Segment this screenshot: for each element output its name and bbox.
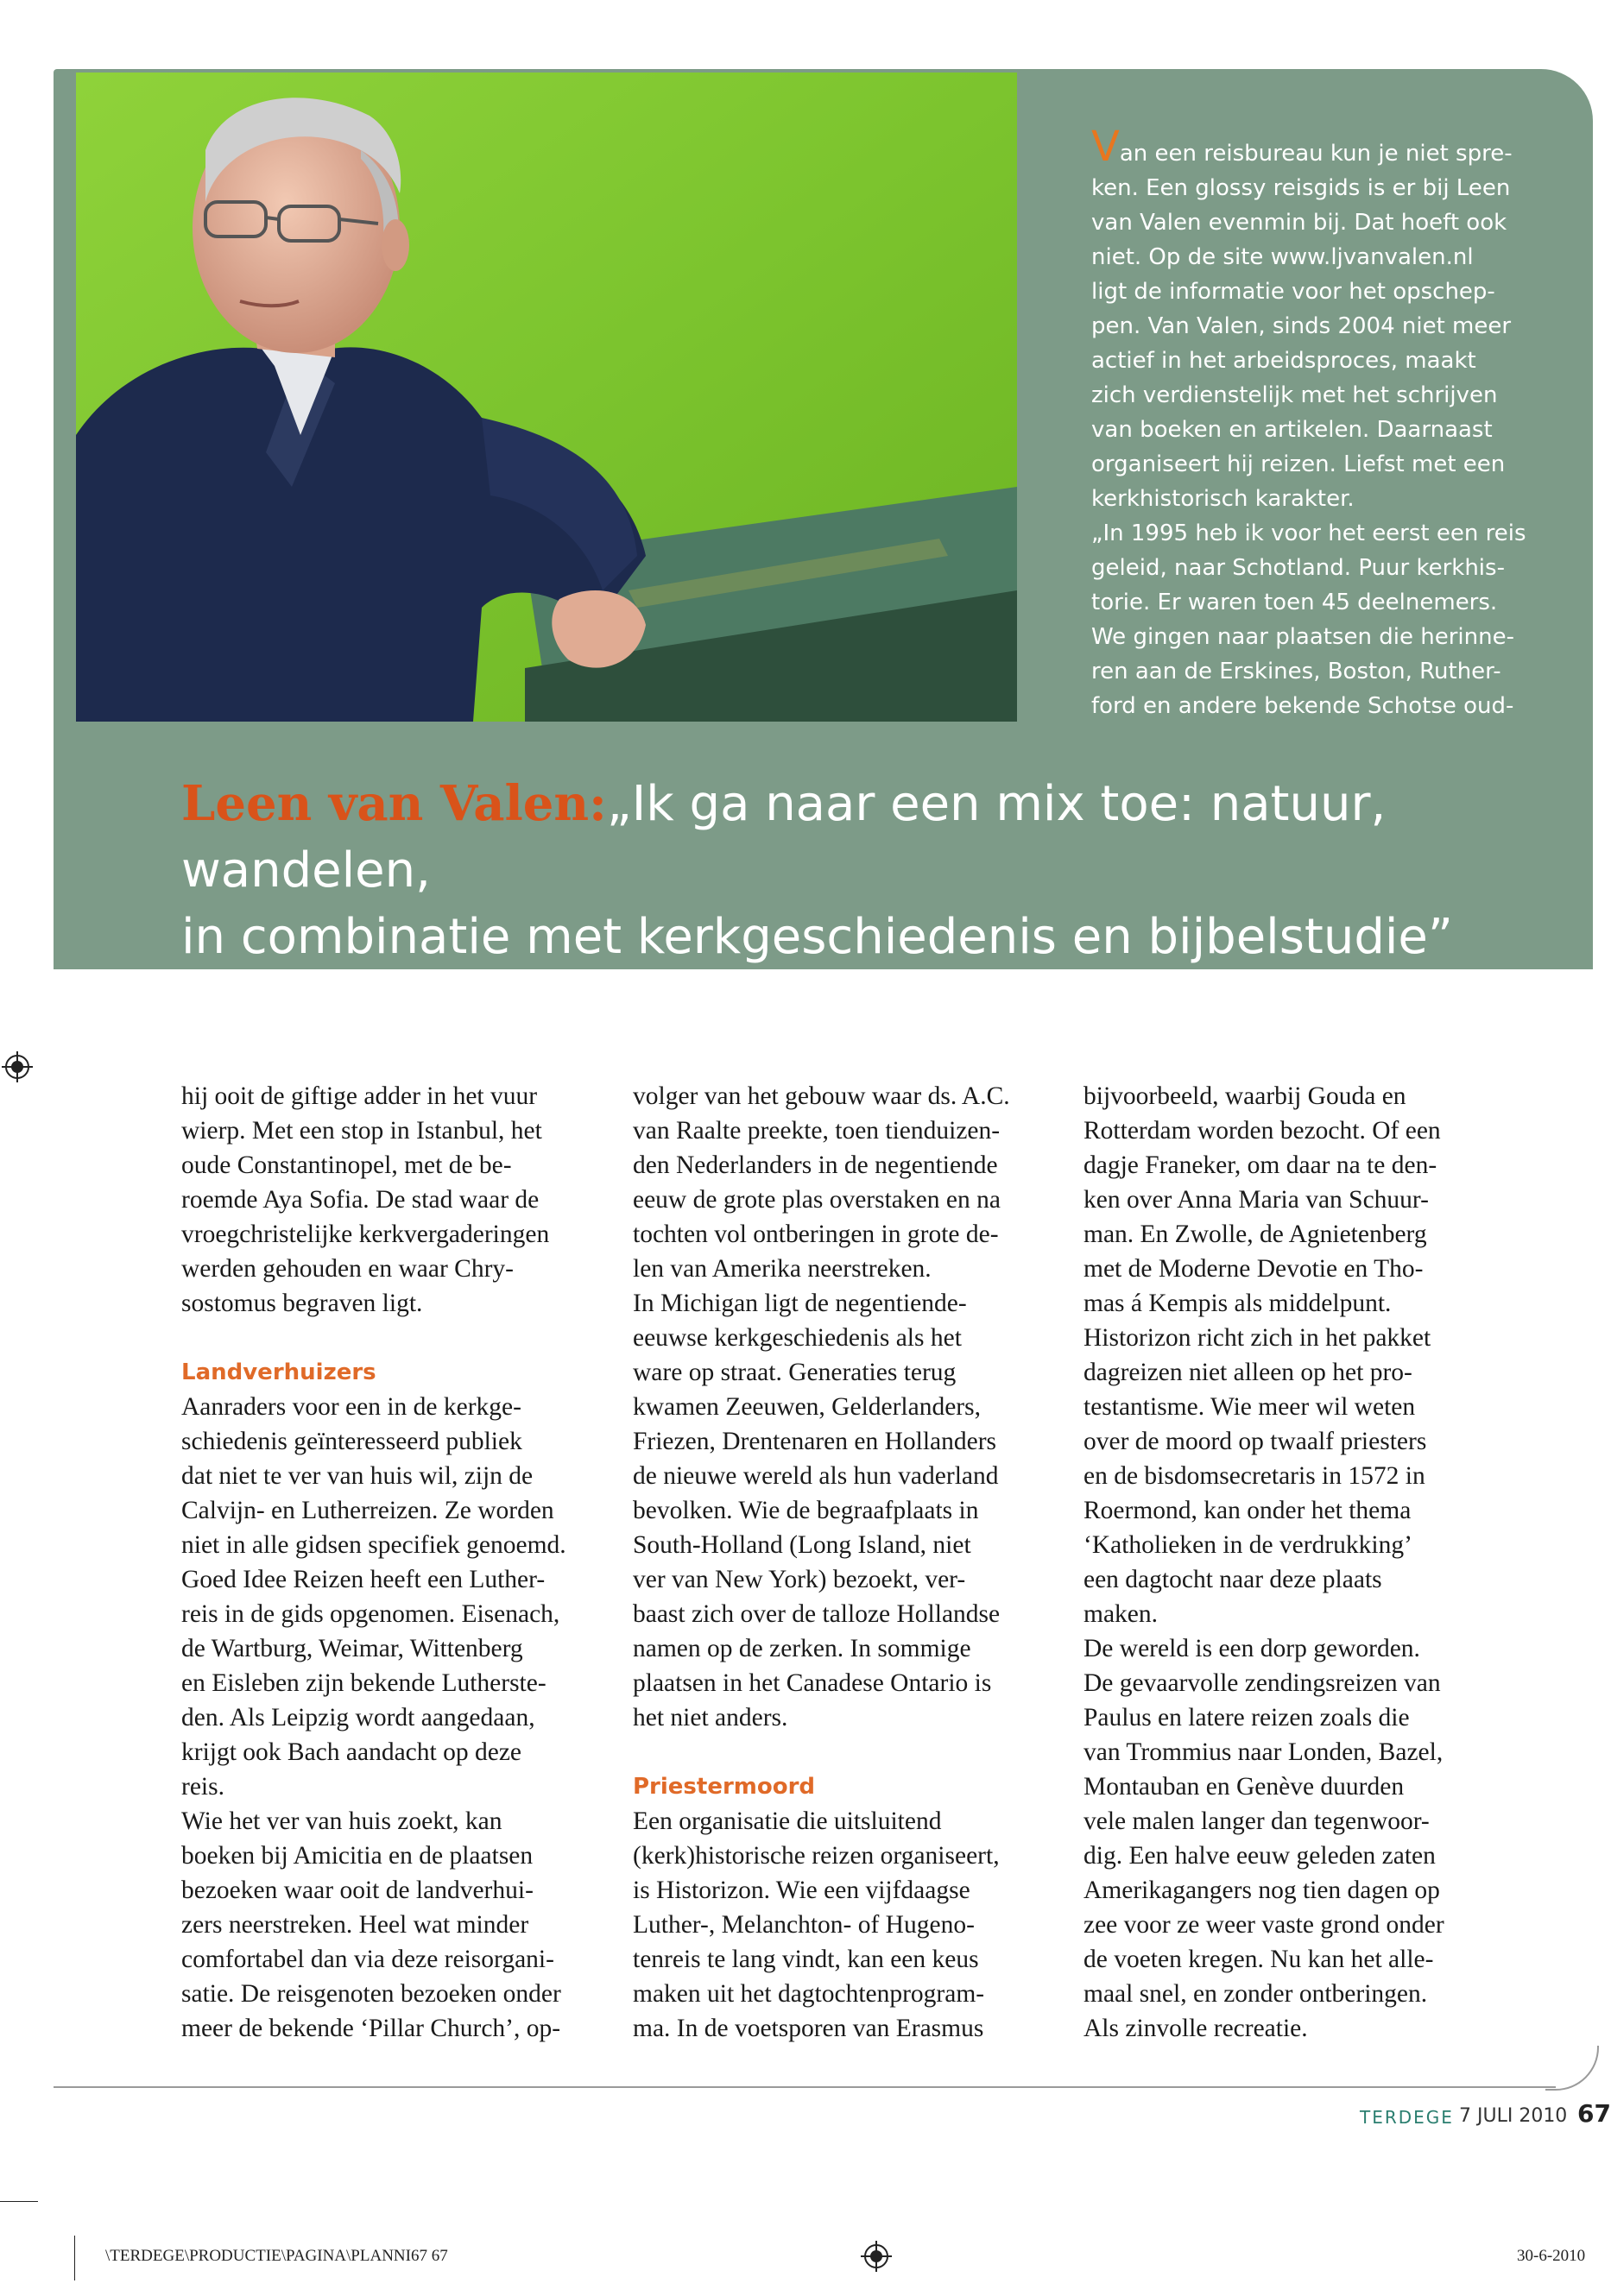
body-line: Montauban en Genève duurden	[1083, 1773, 1405, 1801]
intro-line: kerkhistorisch karakter.	[1091, 486, 1355, 512]
body-line: kwamen Zeeuwen, Gelderlanders,	[633, 1393, 981, 1421]
headline-name: Leen van Valen:	[181, 775, 607, 832]
body-line: zee voor ze weer vaste grond onder	[1083, 1911, 1444, 1939]
drop-cap: V	[1091, 123, 1120, 171]
headline	[181, 771, 1563, 970]
intro-line: ken. Een glossy reisgids is er bij Leen	[1091, 175, 1511, 201]
body-line: zers neerstreken. Heel wat minder	[181, 1911, 529, 1939]
body-line: hij ooit de giftige adder in het vuur	[181, 1082, 538, 1110]
body-line: De gevaarvolle zendingsreizen van	[1083, 1669, 1441, 1697]
footer-publication: TERDEGE	[1360, 2107, 1454, 2128]
body-line: Een organisatie die uitsluitend	[633, 1807, 942, 1835]
body-line: boeken bij Amicitia en de plaatsen	[181, 1842, 534, 1870]
body-line: dig. Een halve eeuw geleden zaten	[1083, 1842, 1436, 1870]
body-line: den. Als Leipzig wordt aangedaan,	[181, 1704, 535, 1731]
intro-line: ren aan de Erskines, Boston, Ruther-	[1091, 659, 1501, 684]
slug-date: 30-6-2010	[1517, 2247, 1586, 2265]
body-line: krijgt ook Bach aandacht op deze	[181, 1738, 522, 1766]
body-line: schiedenis geïnteresseerd publiek	[181, 1428, 522, 1455]
body-line: ware op straat. Generaties terug	[633, 1359, 957, 1386]
intro-line: van boeken en artikelen. Daarnaast	[1091, 417, 1493, 443]
body-line: Goed Idee Reizen heeft een Luther-	[181, 1566, 546, 1593]
body-line: eeuwse kerkgeschiedenis als het	[633, 1324, 962, 1352]
crop-mark	[74, 2236, 75, 2280]
body-line: bevolken. Wie de begraafplaats in	[633, 1497, 979, 1524]
body-line: maken uit het dagtochtenprogram-	[633, 1980, 985, 2008]
body-line: bijvoorbeeld, waarbij Gouda en	[1083, 1082, 1406, 1110]
intro-line: Van een reisbureau kun je niet spre-	[1091, 123, 1513, 171]
body-line: den Nederlanders in de negentiende	[633, 1151, 998, 1179]
page-number: 67	[1577, 2099, 1611, 2128]
intro-line: actief in het arbeidsproces, maakt	[1091, 348, 1476, 374]
body-line: dagreizen niet alleen op het pro-	[1083, 1359, 1412, 1386]
body-line: testantisme. Wie meer wil weten	[1083, 1393, 1416, 1421]
body-line: werden gehouden en waar Chry-	[181, 1255, 514, 1283]
crop-mark	[0, 2201, 38, 2202]
body-line: en Eisleben zijn bekende Lutherste-	[181, 1669, 546, 1697]
body-line: sostomus begraven ligt.	[181, 1290, 423, 1317]
body-line: comfortabel dan via deze reisorgani-	[181, 1946, 554, 1973]
intro-text	[1091, 123, 1549, 723]
intro-line: geleid, naar Schotland. Puur kerkhis-	[1091, 555, 1505, 581]
body-line: dat niet te ver van huis wil, zijn de	[181, 1462, 534, 1490]
body-line: roemde Aya Sofia. De stad waar de	[181, 1186, 540, 1214]
intro-line: ford en andere bekende Schotse oud-	[1091, 693, 1514, 719]
body-line: oude Constantinopel, met de be-	[181, 1151, 512, 1179]
body-line: van Raalte preekte, toen tienduizen-	[633, 1117, 1001, 1145]
registration-mark-icon	[2, 1051, 33, 1082]
body-line: Aanraders voor een in de kerkge-	[181, 1393, 521, 1421]
body-line: de nieuwe wereld als hun vaderland	[633, 1462, 999, 1490]
body-line: satie. De reisgenoten bezoeken onder	[181, 1980, 561, 2008]
body-line: met de Moderne Devotie en Tho-	[1083, 1255, 1424, 1283]
body-line: Historizon richt zich in het pakket	[1083, 1324, 1431, 1352]
body-line: maken.	[1083, 1600, 1159, 1628]
body-line: len van Amerika neerstreken.	[633, 1255, 932, 1283]
footer-rule-curve	[1545, 2046, 1599, 2091]
body-line: de Wartburg, Weimar, Wittenberg	[181, 1635, 523, 1662]
body-line: het niet anders.	[633, 1704, 788, 1731]
body-line: reis in de gids opgenomen. Eisenach,	[181, 1600, 560, 1628]
body-line: (kerk)historische reizen organiseert,	[633, 1842, 1000, 1870]
headline-line-1	[181, 771, 1563, 904]
body-line: ‘Katholieken in de verdrukking’	[1083, 1531, 1412, 1559]
body-line: meer de bekende ‘Pillar Church’, op-	[181, 2015, 561, 2042]
body-line: ver van New York) bezoekt, ver-	[633, 1566, 966, 1593]
intro-line: ligt de informatie voor het opschep-	[1091, 279, 1495, 305]
body-line: over de moord op twaalf priesters	[1083, 1428, 1427, 1455]
column-1	[181, 1079, 596, 2046]
body-line: eeuw de grote plas overstaken en na	[633, 1186, 1001, 1214]
body-line: ma. In de voetsporen van Erasmus	[633, 2015, 984, 2042]
intro-line: pen. Van Valen, sinds 2004 niet meer	[1091, 313, 1512, 339]
footer-rule	[54, 2086, 1556, 2088]
body-line: Luther-, Melanchton- of Hugeno-	[633, 1911, 975, 1939]
body-line: bezoeken waar ooit de landverhui-	[181, 1877, 534, 1904]
body-line: Als zinvolle recreatie.	[1083, 2015, 1308, 2042]
body-line: Paulus en latere reizen zoals die	[1083, 1704, 1410, 1731]
body-line: Wie het ver van huis zoekt, kan	[181, 1807, 502, 1835]
body-line: reis.	[181, 1773, 224, 1801]
body-line: van Trommius naar Londen, Bazel,	[1083, 1738, 1444, 1766]
column-2	[633, 1079, 1047, 2046]
intro-line: We gingen naar plaatsen die herinne-	[1091, 624, 1514, 650]
portrait-photo	[76, 73, 1017, 722]
body-line: de voeten kregen. Nu kan het alle-	[1083, 1946, 1434, 1973]
intro-line: torie. Er waren toen 45 deelnemers.	[1091, 590, 1498, 615]
body-line: maal snel, en zonder ontberingen.	[1083, 1980, 1428, 2008]
body-line: plaatsen in het Canadese Ontario is	[633, 1669, 992, 1697]
headline-quote-2: in combinatie met kerkgeschiedenis en bijbelstudie”	[181, 909, 1453, 965]
body-line: ken over Anna Maria van Schuur-	[1083, 1186, 1429, 1214]
body-line: De wereld is een dorp geworden.	[1083, 1635, 1420, 1662]
body-line: tochten vol ontberingen in grote de-	[633, 1221, 999, 1248]
body-line: Roermond, kan onder het thema	[1083, 1497, 1412, 1524]
body-line: Calvijn- en Lutherreizen. Ze worden	[181, 1497, 554, 1524]
column-3	[1083, 1079, 1498, 2046]
body-line: baast zich over de talloze Hollandse	[633, 1600, 1001, 1628]
footer-date: 7 JULI 2010	[1459, 2105, 1568, 2127]
body-line: is Historizon. Wie een vijfdaagse	[633, 1877, 970, 1904]
body-line: niet in alle gidsen specifiek genoemd.	[181, 1531, 566, 1559]
body-line: vele malen langer dan tegenwoor-	[1083, 1807, 1430, 1835]
body-line: tenreis te lang vindt, kan een keus	[633, 1946, 979, 1973]
body-line: namen op de zerken. In sommige	[633, 1635, 971, 1662]
registration-mark-icon	[861, 2241, 892, 2272]
body-line: dagje Franeker, om daar na te den-	[1083, 1151, 1437, 1179]
subheading-priestermoord: Priestermoord	[633, 1774, 816, 1800]
body-line: South-Holland (Long Island, niet	[633, 1531, 971, 1559]
intro-line: zich verdienstelijk met het schrijven	[1091, 382, 1498, 408]
subheading-landverhuizers: Landverhuizers	[181, 1359, 376, 1385]
body-line: volger van het gebouw waar ds. A.C.	[633, 1082, 1010, 1110]
intro-line: „In 1995 heb ik voor het eerst een reis	[1091, 520, 1526, 546]
body-line: man. En Zwolle, de Agnietenberg	[1083, 1221, 1427, 1248]
body-line: Rotterdam worden bezocht. Of een	[1083, 1117, 1441, 1145]
body-line: wierp. Met een stop in Istanbul, het	[181, 1117, 542, 1145]
headline-quote-1: „Ik ga naar een mix toe: natuur, wandelen,	[181, 776, 1387, 899]
body-line: vroegchristelijke kerkvergaderingen	[181, 1221, 550, 1248]
body-line: Amerikagangers nog tien dagen op	[1083, 1877, 1440, 1904]
body-line: en de bisdomsecretaris in 1572 in	[1083, 1462, 1425, 1490]
intro-line: organiseert hij reizen. Liefst met een	[1091, 451, 1506, 477]
body-line: Friezen, Drentenaren en Hollanders	[633, 1428, 997, 1455]
intro-line: van Valen evenmin bij. Dat hoeft ook	[1091, 210, 1507, 236]
body-line: In Michigan ligt de negentiende-	[633, 1290, 967, 1317]
body-line: een dagtocht naar deze plaats	[1083, 1566, 1382, 1593]
intro-line: niet. Op de site www.ljvanvalen.nl	[1091, 244, 1474, 270]
slug-path: \TERDEGE\PRODUCTIE\PAGINA\PLANNI67 67	[105, 2247, 448, 2265]
body-line: mas á Kempis als middelpunt.	[1083, 1290, 1392, 1317]
